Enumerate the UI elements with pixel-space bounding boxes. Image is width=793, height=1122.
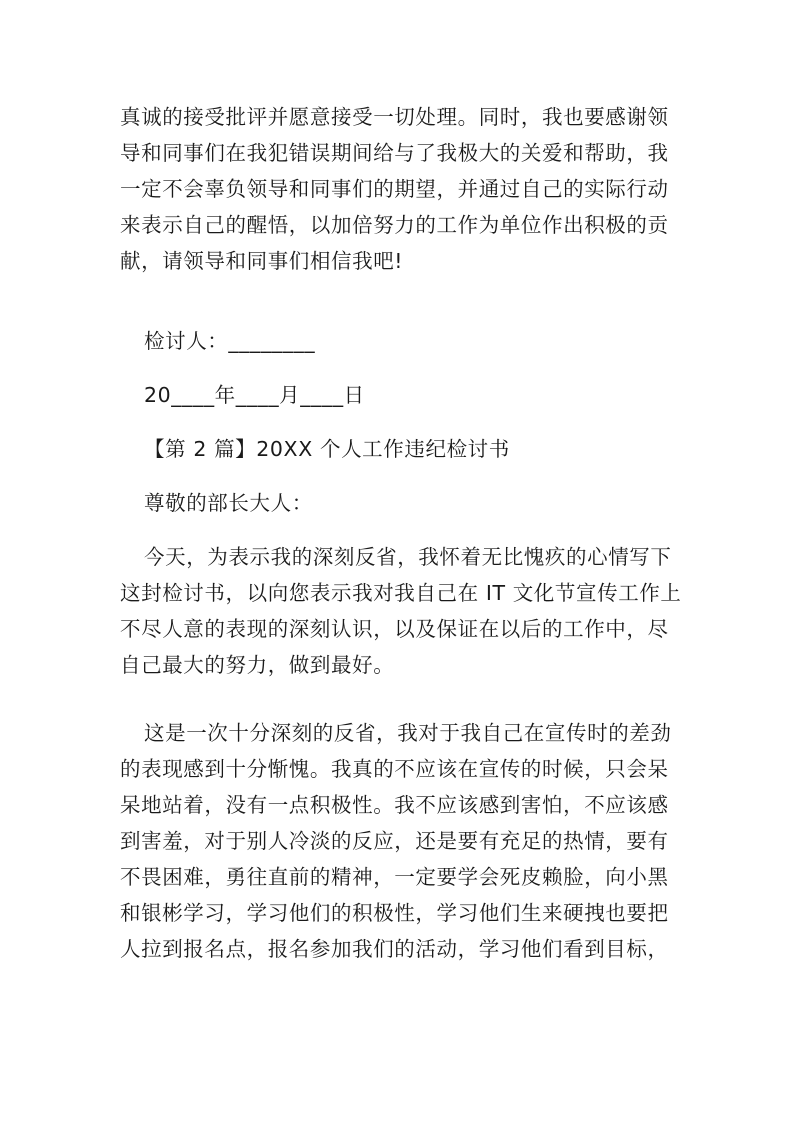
paragraph-line: 一定不会辜负领导和同事们的期望，并通过自己的实际行动 (120, 177, 669, 201)
salutation (120, 485, 680, 521)
date-line: 20____年____月____日 (144, 383, 365, 407)
section-heading (120, 431, 680, 467)
salutation-text: 尊敬的部长大人： (144, 491, 313, 515)
paragraph-line: 真诚的接受批评并愿意接受一切处理。同时，我也要感谢领 (120, 105, 669, 129)
paragraph-line: 来表示自己的醒悟，以加倍努力的工作为单位作出积极的贡 (120, 213, 669, 237)
paragraph-line: 和银彬学习，学习他们的积极性，学习他们生来硬拽也要把 (120, 901, 669, 925)
paragraph-line: 献，请领导和同事们相信我吧! (120, 249, 404, 273)
paragraph-line: 自己最大的努力，做到最好。 (120, 653, 395, 677)
paragraph-line: 人拉到报名点，报名参加我们的活动，学习他们看到目标， (120, 937, 669, 961)
paragraph-line: 这是一次十分深刻的反省，我对于我自己在宣传时的差劲 (144, 721, 672, 745)
paragraph-line: 这封检讨书，以向您表示我对我自己在 IT 文化节宣传工作上 (120, 581, 682, 605)
paragraph-line: 不尽人意的表现的深刻认识，以及保证在以后的工作中，尽 (120, 617, 669, 641)
paragraph-line: 不畏困难，勇往直前的精神，一定要学会死皮赖脸，向小黑 (120, 865, 669, 889)
paragraph-line: 的表现感到十分惭愧。我真的不应该在宣传的时候，只会呆 (120, 757, 669, 781)
paragraph-2 (120, 539, 680, 683)
signature-block (120, 323, 680, 359)
signature-line: 检讨人：________ (144, 329, 316, 353)
paragraph-line: 到害羞，对于别人冷淡的反应，还是要有充足的热情，要有 (120, 829, 669, 853)
section-heading-text: 【第 2 篇】20XX 个人工作违纪检讨书 (144, 437, 510, 461)
paragraph-line: 呆地站着，没有一点积极性。我不应该感到害怕，不应该感 (120, 793, 669, 817)
paragraph-1 (120, 99, 680, 279)
paragraph-line: 导和同事们在我犯错误期间给与了我极大的关爱和帮助，我 (120, 141, 669, 165)
date-block (120, 377, 680, 413)
paragraph-3 (120, 715, 680, 967)
paragraph-line: 今天，为表示我的深刻反省，我怀着无比愧疚的心情写下 (144, 545, 672, 569)
